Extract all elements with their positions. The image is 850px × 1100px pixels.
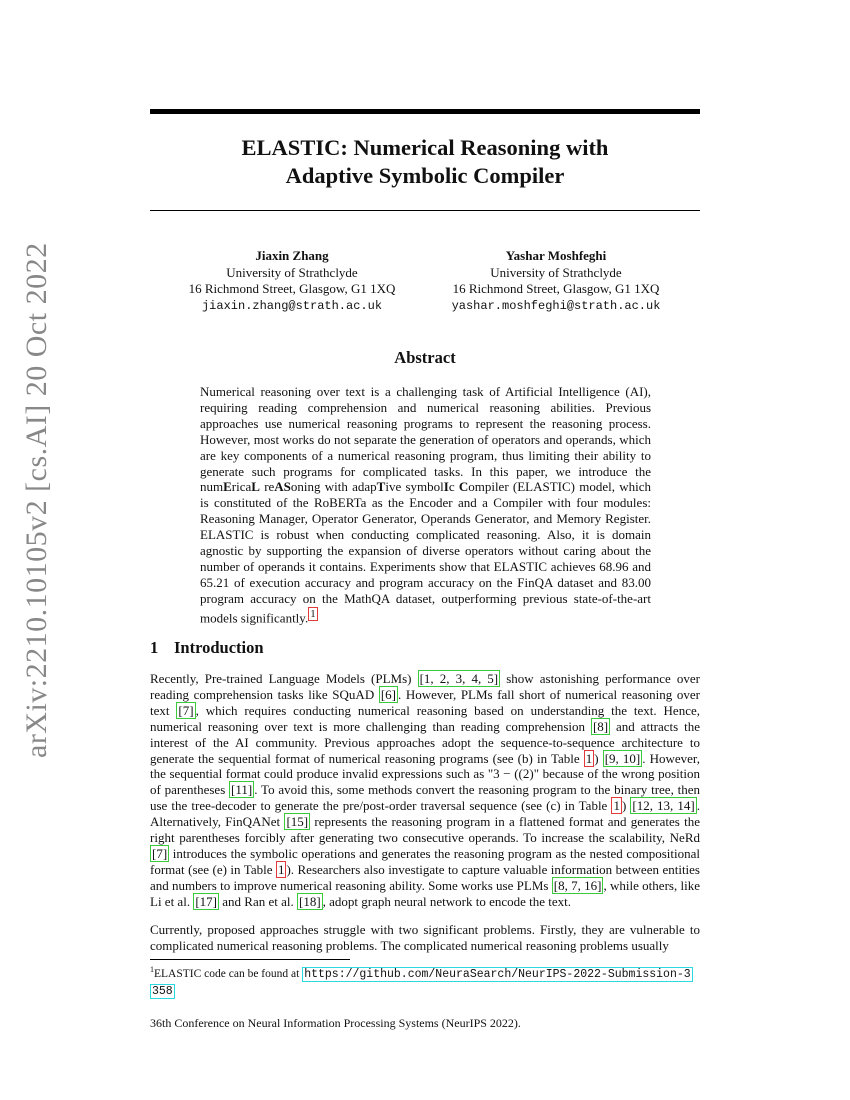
footnote: $^1$ELASTIC code can be found at https://github.com/NeuraSearch/NeurIPS-2022-Submission-3 358 bbox=[150, 965, 691, 998]
table-ref-link[interactable]: 1 bbox=[585, 750, 593, 766]
intro-paragraph-2: Currently, proposed approaches struggle with two significant problems. Firstly, they are vulnerable to complicated numerical reasoning problems. The complicated numerical reasoning problems usually bbox=[150, 922, 700, 953]
table-ref-link[interactable]: 1 bbox=[277, 861, 285, 877]
footnote-rule bbox=[150, 959, 350, 960]
author-block-1 bbox=[162, 248, 422, 314]
abstract-heading: Abstract bbox=[394, 348, 456, 367]
citation-link[interactable]: [18] bbox=[298, 893, 321, 909]
citation-link[interactable]: [12, 13, 14] bbox=[632, 798, 695, 814]
paper-title: ELASTIC: Numerical Reasoning with Adaptive Symbolic Compiler bbox=[241, 135, 609, 188]
code-url-link[interactable]: https://github.com/NeuraSearch/NeurIPS-2022-Submission-3 bbox=[304, 967, 691, 981]
citation-link[interactable]: [15] bbox=[286, 814, 309, 830]
citation-link[interactable]: [8] bbox=[592, 718, 609, 734]
citation-link[interactable]: [6] bbox=[380, 686, 396, 702]
footnote-link[interactable]: 1 bbox=[310, 607, 316, 620]
citation-link[interactable]: [9, 10] bbox=[604, 750, 641, 766]
citation-link[interactable]: [8, 7, 16] bbox=[553, 877, 602, 893]
citation-link[interactable]: [1, 2, 3, 4, 5] bbox=[419, 671, 499, 686]
table-ref-link[interactable]: 1 bbox=[613, 798, 620, 814]
author-affiliation: University of Strathclyde bbox=[226, 264, 358, 280]
author-name: Jiaxin Zhang bbox=[255, 248, 329, 263]
author-name: Yashar Moshfeghi bbox=[505, 248, 607, 263]
author-email[interactable]: yashar.moshfeghi@strath.ac.uk bbox=[451, 298, 661, 313]
author-email[interactable]: jiaxin.zhang@strath.ac.uk bbox=[201, 298, 383, 313]
abstract-text: Numerical reasoning over text is a challenging task of Artificial Intelligence (AI), requiring reading comprehension and numerical reasoning abilities. Previous approaches use numerical reasoning programs to represent the reasoning process. However, most works do not separate the generation of operators and operands, which are key components of a numerical reasoning program, thus limiting their ability to generate such programs for complicated tasks. In this paper, we introduce the numEricaL reASoning with adapTive symbolIc Compiler (ELASTIC) model, which is constituted of the RoBERTa as the Encoder and a Compiler with four modules: Reasoning Manager, Operator Generator, Operands Generator, and Memory Register. ELASTIC is robust when conducting complicated reasoning. Also, it is domain agnostic by supporting the expansion of diverse operators without caring about the number of operands it contains. Experiments show that ELASTIC achieves 68.96 and 65.21 of execution accuracy and program accuracy on the FinQA dataset and 83.00 program accuracy on the MathQA dataset, outperforming previous state-of-the-art models significantly. $^1$ bbox=[200, 384, 651, 626]
section-heading: 1 Introduction bbox=[150, 638, 264, 657]
author-address: 16 Richmond Street, Glasgow, G1 1XQ bbox=[188, 281, 396, 296]
citation-link[interactable]: [17] bbox=[195, 893, 217, 909]
citation-link[interactable]: [7] bbox=[178, 702, 194, 718]
code-url-link-cont[interactable]: 358 bbox=[152, 984, 173, 998]
title-top-rule bbox=[150, 109, 700, 114]
conference-notice: 36th Conference on Neural Information Processing Systems (NeurIPS 2022). bbox=[150, 1016, 521, 1030]
author-affiliation: University of Strathclyde bbox=[490, 264, 622, 280]
citation-link[interactable]: [11] bbox=[231, 782, 253, 798]
author-address: 16 Richmond Street, Glasgow, G1 1XQ bbox=[452, 281, 660, 296]
title-bottom-rule bbox=[150, 210, 700, 211]
intro-paragraph-1: Recently, Pre-trained Language Models (PLMs) [1, 2, 3, 4, 5] show astonishing performance over reading comprehension tasks like SQuAD [6] . However, PLMs fall short of numerical reasoning over text [7] , which requires conducting numerical reasoning based on understanding the text. Hence, numerical reasoning over text is more challenging than reading comprehension [8] and attracts the interest of the AI community. Previous approaches adopt the sequence-to-sequence architecture to generate the sequential format of numerical reasoning programs (see (b) in Table 1 ) [9, 10] . However, the sequential format could produce invalid expressions such as "3 − ((2)" because of the wrong position of parentheses [11] . To avoid this, some methods convert the reasoning program to the binary tree, then use the tree-decoder to generate the pre/post-order traversal sequence (see (c) in Table 1 ) [12, 13, 14] . Alternatively, FinQANet [15] represents the reasoning program in a flattened format and generates the right parentheses forcibly after generating two consecutive operands. To increase the scalability, NeRd [7] introduces the symbolic operations and generates the reasoning program as the nested compositional format (see (e) in Table 1 ). Researchers also investigate to capture valuable information between entities and numbers to improve numerical reasoning ability. Some works use PLMs [8, 7, 16] , while others, like Li et al. [17] and Ran et al. [18] , adopt graph neural network to encode the text. bbox=[150, 671, 700, 909]
citation-link[interactable]: [7] bbox=[152, 845, 168, 861]
author-block-2 bbox=[426, 248, 686, 314]
